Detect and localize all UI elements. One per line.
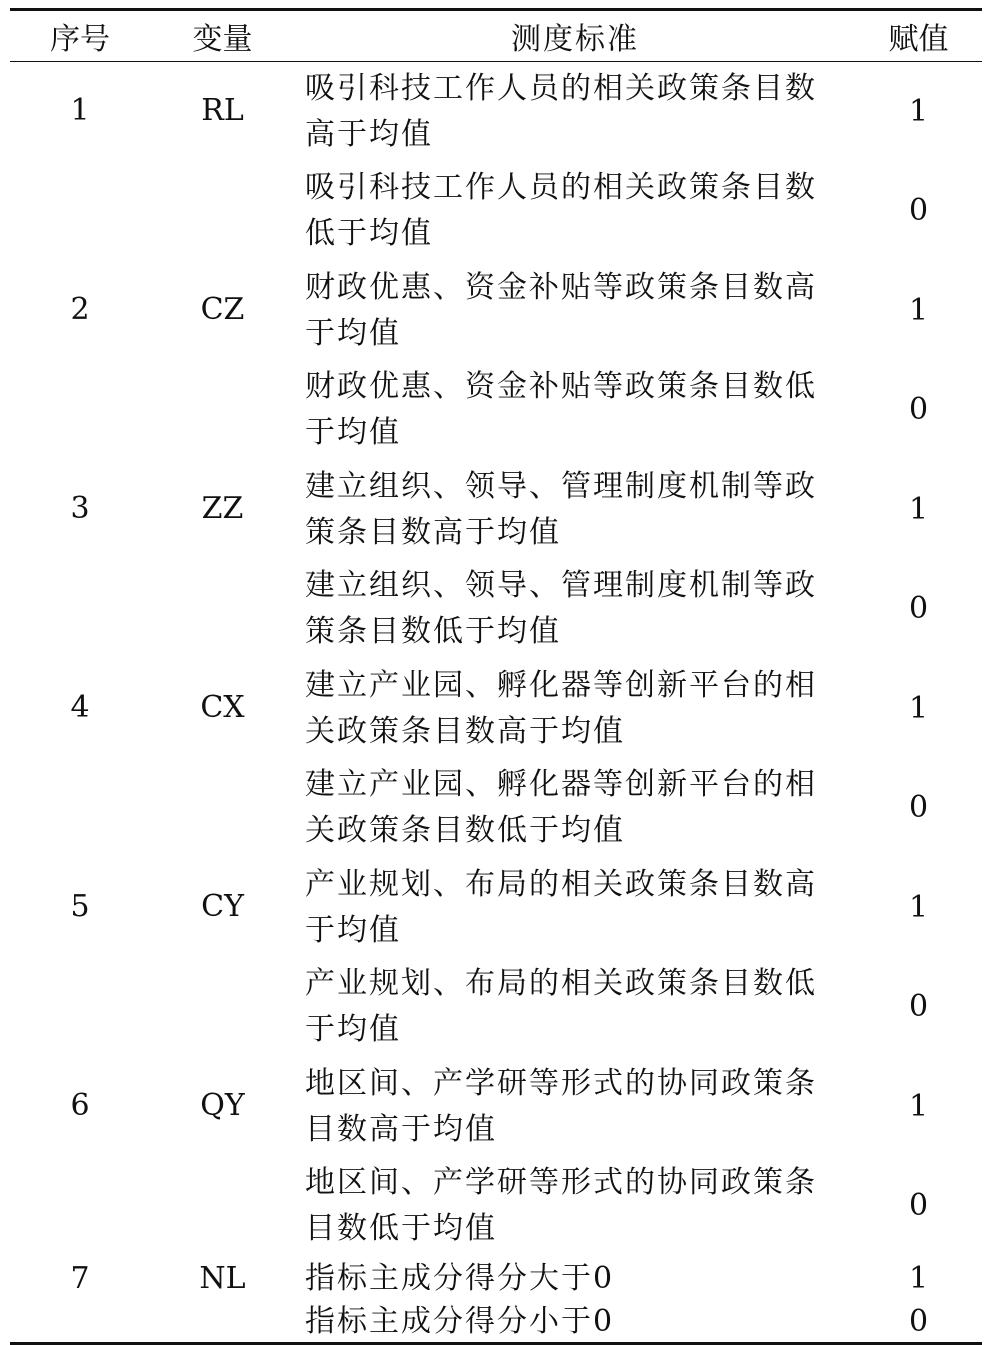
row-value: 1	[908, 292, 929, 328]
table-row	[10, 460, 982, 560]
row-value: 1	[908, 690, 929, 726]
row-id: 1	[70, 93, 90, 128]
header-value: 赋值	[855, 10, 982, 62]
row-criterion: 建立产业园、孵化器等创新平台的相关政策条目数高于均值	[305, 667, 817, 749]
table-row	[10, 1057, 982, 1157]
row-value: 0	[908, 193, 929, 229]
row-variable: CY	[201, 889, 244, 924]
row-id: 6	[70, 1088, 90, 1123]
table-row	[10, 858, 982, 958]
row-variable: ZZ	[201, 491, 244, 526]
row-value: 1	[908, 889, 929, 925]
row-value: 0	[908, 392, 929, 428]
row-value: 0	[908, 591, 929, 627]
row-criterion: 财政优惠、资金补贴等政策条目数低于均值	[305, 369, 817, 451]
row-criterion: 产业规划、布局的相关政策条目数低于均值	[305, 966, 817, 1048]
row-variable: NL	[199, 1261, 246, 1296]
row-id: 5	[70, 889, 90, 924]
row-value: 1	[908, 1088, 929, 1124]
row-id: 4	[70, 690, 90, 725]
header-row	[10, 10, 982, 62]
row-criterion: 吸引科技工作人员的相关政策条目数高于均值	[305, 70, 817, 152]
table-row	[10, 659, 982, 759]
row-value: 0	[908, 1188, 929, 1224]
header-id: 序号	[10, 10, 150, 62]
row-value: 1	[908, 491, 929, 527]
row-id: 3	[70, 491, 90, 526]
table-row	[10, 1256, 982, 1302]
row-id: 7	[70, 1261, 90, 1296]
row-criterion: 吸引科技工作人员的相关政策条目数低于均值	[305, 170, 817, 252]
row-criterion: 建立组织、领导、管理制度机制等政策条目数低于均值	[305, 568, 817, 650]
row-criterion: 建立组织、领导、管理制度机制等政策条目数高于均值	[305, 468, 817, 550]
row-value: 0	[908, 790, 929, 826]
row-criterion: 指标主成分得分小于0	[305, 1304, 615, 1339]
row-criterion: 地区间、产学研等形式的协同政策条目数高于均值	[305, 1065, 817, 1147]
row-criterion: 财政优惠、资金补贴等政策条目数高于均值	[305, 269, 817, 351]
row-value: 1	[908, 1261, 929, 1296]
row-variable: RL	[201, 93, 244, 128]
table-row	[10, 261, 982, 361]
row-value: 1	[908, 93, 929, 129]
row-criterion: 地区间、产学研等形式的协同政策条目数低于均值	[305, 1165, 817, 1247]
row-variable: CZ	[200, 292, 245, 327]
row-criterion: 指标主成分得分大于0	[305, 1261, 615, 1296]
row-variable: QY	[200, 1088, 245, 1123]
row-value: 0	[908, 1304, 929, 1339]
measurement-table	[10, 8, 982, 1345]
table-row	[10, 62, 982, 162]
row-criterion: 产业规划、布局的相关政策条目数高于均值	[305, 866, 817, 948]
header-criterion: 测度标准	[295, 10, 855, 62]
row-variable: CX	[200, 690, 245, 725]
row-id: 2	[70, 292, 90, 327]
header-variable: 变量	[150, 10, 295, 62]
row-value: 0	[908, 989, 929, 1025]
row-criterion: 建立产业园、孵化器等创新平台的相关政策条目数低于均值	[305, 767, 817, 849]
